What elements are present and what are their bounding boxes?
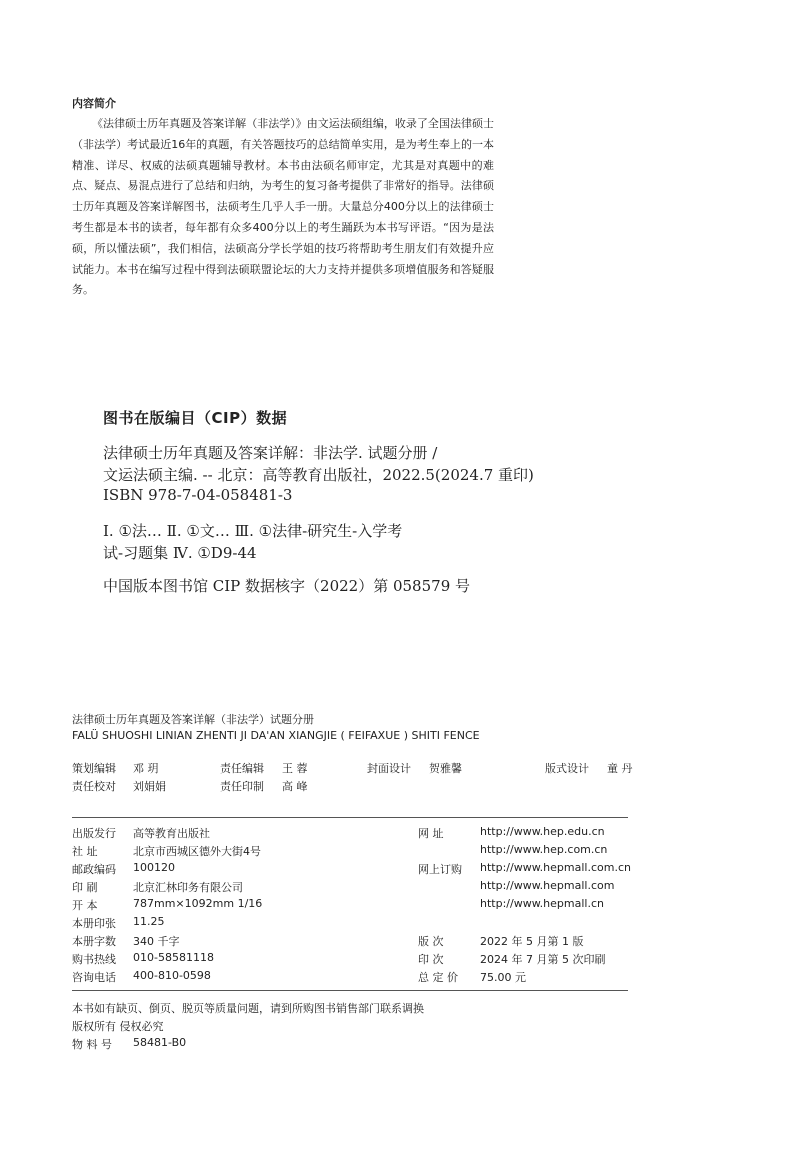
- hotline: 010-58581118: [133, 951, 214, 964]
- cip-heading: 图书在版编目（CIP）数据: [103, 409, 288, 427]
- cip-class-1: Ⅰ. ①法… Ⅱ. ①文… Ⅲ. ①法律-研究生-入学考: [103, 522, 403, 540]
- cip-class-2: 试-习题集 Ⅳ. ①D9-44: [103, 544, 257, 562]
- cover-label: 封面设计: [367, 762, 411, 775]
- cip-line-1: 法律硕士历年真题及答案详解：非法学. 试题分册 /: [103, 444, 438, 462]
- hotline-label: 购书热线: [72, 953, 116, 966]
- consult: 400-810-0598: [133, 969, 211, 982]
- format: 787mm×1092mm 1/16: [133, 897, 263, 910]
- planning-editor-label: 策划编辑: [72, 762, 116, 775]
- impression: 2024 年 7 月第 5 次印刷: [480, 953, 606, 966]
- print-resp-label: 责任印制: [220, 780, 264, 793]
- proof-label: 责任校对: [72, 780, 116, 793]
- item-number-label: 物 料 号: [72, 1038, 112, 1051]
- intro-paragraph: 《法律硕士历年真题及答案详解（非法学）》由文运法硕组编，收录了全国法律硕士（非法学）考试最近16年的真题，有关答题技巧的总结简单实用，是为考生奉上的一本精准、详尽、权威的法硕真题辅导教材。本书由法硕名师审定，尤其是对真题中的难点、疑点、易混点进行了总结和归纳，为考生的复习备考提供了非常好的指导。法律硕士历年真题及答案详解图书，法硕考生几乎人手一册。大量总分400分以上的法律硕士考生都是本书的读者，每年都有众多400分以上的考生踊跃为本书写评语。“因为是法硕，所以懂法硕”，我们相信，法硕高分学长学姐的技巧将帮助考生朋友们有效提升应试能力。本书在编写过程中得到法硕联盟论坛的大力支持并提供多项增值服务和答疑服务。: [72, 117, 494, 297]
- consult-label: 咨询电话: [72, 971, 116, 984]
- sheets-label: 本册印张: [72, 917, 116, 930]
- planning-editor: 邓 玥: [133, 762, 159, 775]
- postcode-label: 邮政编码: [72, 863, 116, 876]
- format-label: 开 本: [72, 899, 98, 912]
- layout-designer: 童 丹: [607, 762, 633, 775]
- proofreader: 刘娟娟: [133, 780, 166, 793]
- divider-top: [72, 817, 628, 818]
- printer-label: 印 刷: [72, 881, 98, 894]
- printer: 北京汇林印务有限公司: [133, 881, 243, 894]
- order-url-1: http://www.hepmall.com.cn: [480, 861, 631, 874]
- impression-label: 印 次: [418, 953, 444, 966]
- edition-label: 版 次: [418, 935, 444, 948]
- publisher: 高等教育出版社: [133, 827, 210, 840]
- cover-designer: 贺雅馨: [429, 762, 462, 775]
- item-number: 58481-B0: [133, 1036, 187, 1049]
- book-title-cn: 法律硕士历年真题及答案详解（非法学）试题分册: [72, 713, 314, 726]
- web-label: 网 址: [418, 827, 444, 840]
- sheets: 11.25: [133, 915, 165, 928]
- cip-line-2: 文运法硕主编. -- 北京：高等教育出版社，2022.5(2024.7 重印): [103, 466, 534, 484]
- web-url-2: http://www.hep.com.cn: [480, 843, 608, 856]
- layout-label: 版式设计: [545, 762, 589, 775]
- words: 340 千字: [133, 935, 180, 948]
- edition: 2022 年 5 月第 1 版: [480, 935, 584, 948]
- intro-heading: 内容简介: [72, 97, 116, 110]
- order-url-3: http://www.hepmall.cn: [480, 897, 604, 910]
- postcode: 100120: [133, 861, 175, 874]
- price: 75.00 元: [480, 971, 526, 984]
- editor-label: 责任编辑: [220, 762, 264, 775]
- cip-record: 中国版本图书馆 CIP 数据核字（2022）第 058579 号: [103, 577, 471, 595]
- cip-isbn: ISBN 978-7-04-058481-3: [103, 486, 293, 504]
- address: 北京市西城区德外大街4号: [133, 845, 261, 858]
- copyright-notice: 版权所有 侵权必究: [72, 1020, 164, 1033]
- editor: 王 蓉: [282, 762, 308, 775]
- book-title-pinyin: FALÜ SHUOSHI LINIAN ZHENTI JI DA'AN XIANGJIE ( FEIFAXUE ) SHITI FENCE: [72, 729, 480, 742]
- address-label: 社 址: [72, 845, 98, 858]
- order-url-2: http://www.hepmall.com: [480, 879, 615, 892]
- web-url-1: http://www.hep.edu.cn: [480, 825, 605, 838]
- print-responsible: 高 峰: [282, 780, 308, 793]
- divider-bottom: [72, 990, 628, 991]
- order-label: 网上订购: [418, 863, 462, 876]
- words-label: 本册字数: [72, 935, 116, 948]
- publisher-label: 出版发行: [72, 827, 116, 840]
- quality-notice: 本书如有缺页、倒页、脱页等质量问题，请到所购图书销售部门联系调换: [72, 1002, 424, 1015]
- price-label: 总 定 价: [418, 971, 458, 984]
